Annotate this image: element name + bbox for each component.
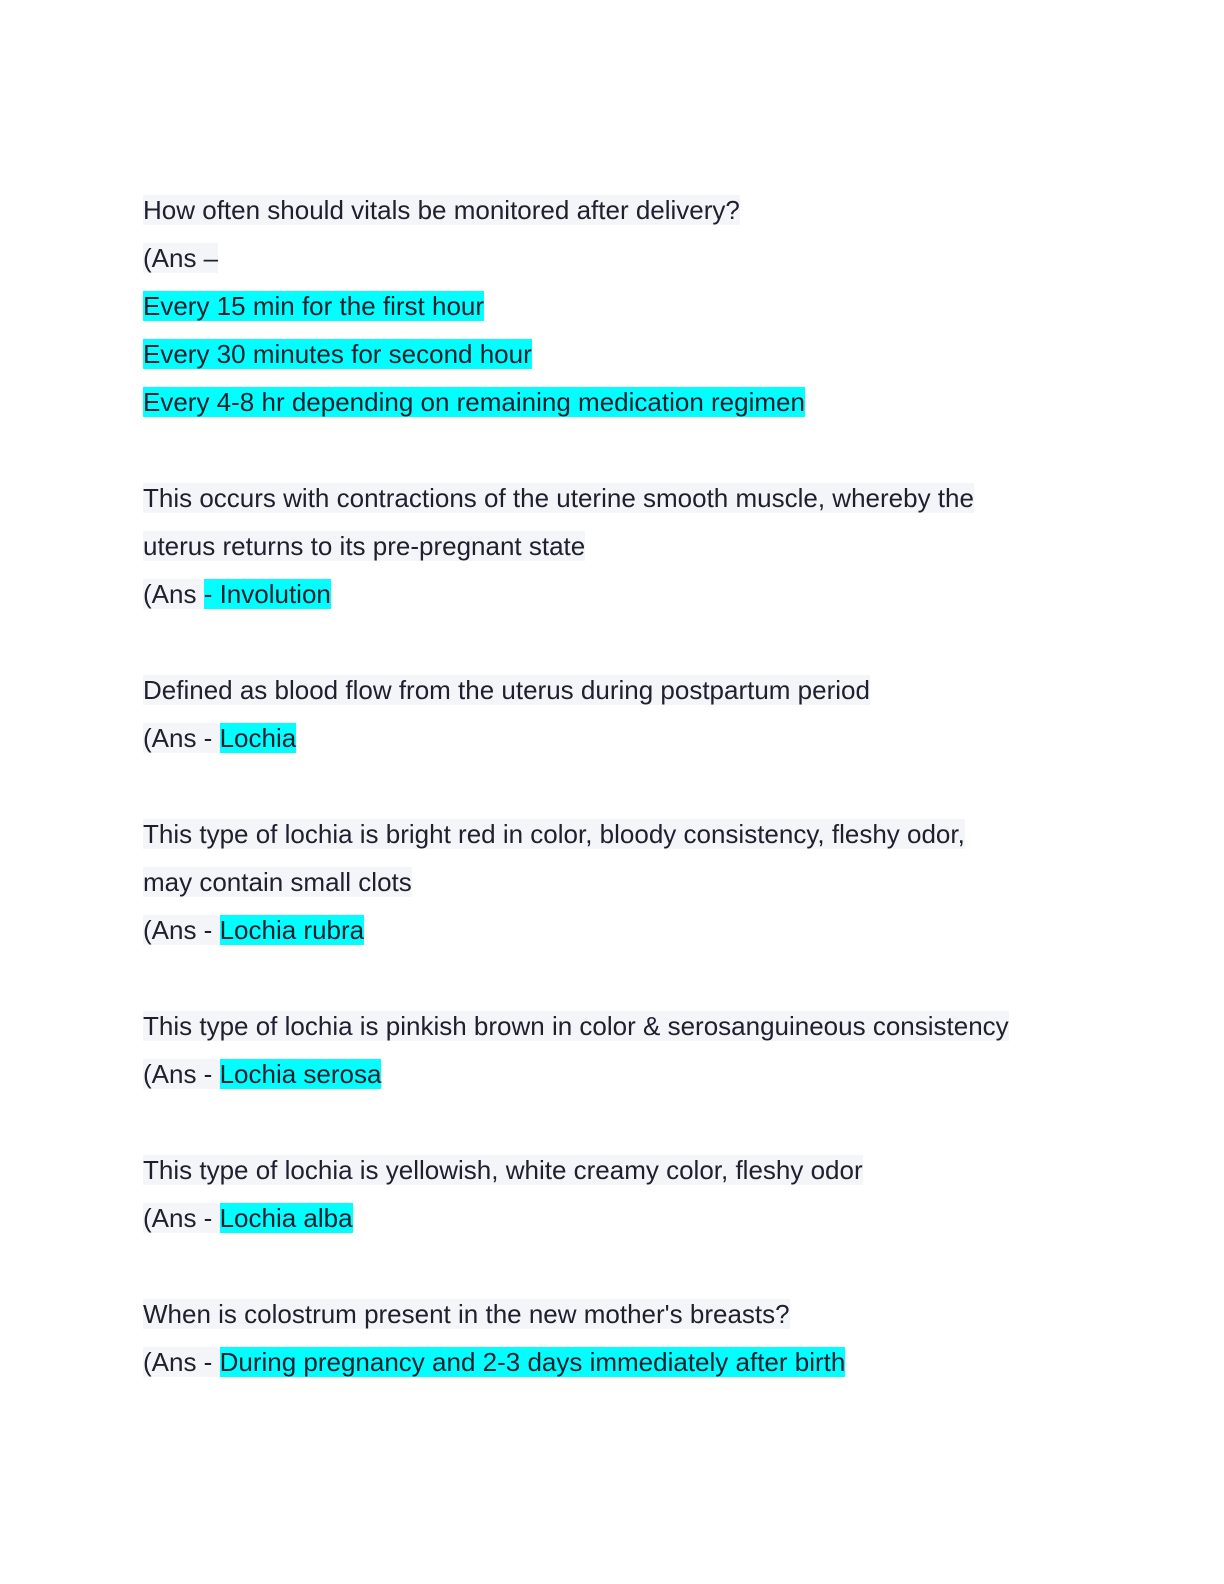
question-line — [143, 858, 1103, 906]
answer-line — [143, 1050, 1103, 1098]
answer-line — [143, 330, 1103, 378]
answer-line — [143, 714, 1103, 762]
question-line — [143, 522, 1103, 570]
question-line — [143, 474, 1103, 522]
question-text: Defined as blood flow from the uterus during postpartum period — [143, 675, 870, 705]
answer-highlight: Lochia serosa — [219, 1059, 382, 1089]
question-text: This type of lochia is bright red in color, bloody consistency, fleshy odor, — [143, 819, 965, 849]
answer-highlight: Lochia — [219, 723, 297, 753]
answer-line — [143, 1338, 1103, 1386]
spacer — [143, 954, 1103, 1002]
answer-highlight: Every 4-8 hr depending on remaining medication regimen — [143, 387, 805, 417]
answer-highlight: Lochia rubra — [219, 915, 365, 945]
answer-line — [143, 1194, 1103, 1242]
answer-prefix: (Ans - — [143, 1347, 220, 1377]
answer-highlight: Every 30 minutes for second hour — [143, 339, 532, 369]
question-text: When is colostrum present in the new mother's breasts? — [143, 1299, 790, 1329]
document-page — [143, 186, 1103, 1386]
answer-highlight: Lochia alba — [219, 1203, 353, 1233]
spacer — [143, 618, 1103, 666]
question-text: This type of lochia is yellowish, white creamy color, fleshy odor — [143, 1155, 863, 1185]
answer-line — [143, 906, 1103, 954]
answer-prefix: (Ans - — [143, 915, 220, 945]
answer-prefix: (Ans – — [143, 243, 219, 273]
question-text: How often should vitals be monitored after delivery? — [143, 195, 740, 225]
question-text: This type of lochia is pinkish brown in color & serosanguineous consistency — [143, 1011, 1009, 1041]
spacer — [143, 762, 1103, 810]
answer-line — [143, 378, 1103, 426]
answer-line — [143, 282, 1103, 330]
question-line — [143, 1290, 1103, 1338]
question-text: uterus returns to its pre-pregnant state — [143, 531, 586, 561]
answer-line — [143, 234, 1103, 282]
question-line — [143, 186, 1103, 234]
question-line — [143, 1146, 1103, 1194]
answer-highlight: Every 15 min for the first hour — [143, 291, 485, 321]
answer-prefix: (Ans - — [143, 723, 220, 753]
answer-prefix: (Ans - — [143, 1203, 220, 1233]
spacer — [143, 1098, 1103, 1146]
answer-highlight: During pregnancy and 2-3 days immediately after birth — [219, 1347, 846, 1377]
answer-line — [143, 570, 1103, 618]
answer-highlight: - Involution — [203, 579, 331, 609]
spacer — [143, 426, 1103, 474]
question-text: This occurs with contractions of the uterine smooth muscle, whereby the — [143, 483, 974, 513]
question-line — [143, 1002, 1103, 1050]
question-line — [143, 810, 1103, 858]
answer-prefix: (Ans — [143, 579, 204, 609]
question-line — [143, 666, 1103, 714]
spacer — [143, 1242, 1103, 1290]
question-text: may contain small clots — [143, 867, 412, 897]
answer-prefix: (Ans - — [143, 1059, 220, 1089]
